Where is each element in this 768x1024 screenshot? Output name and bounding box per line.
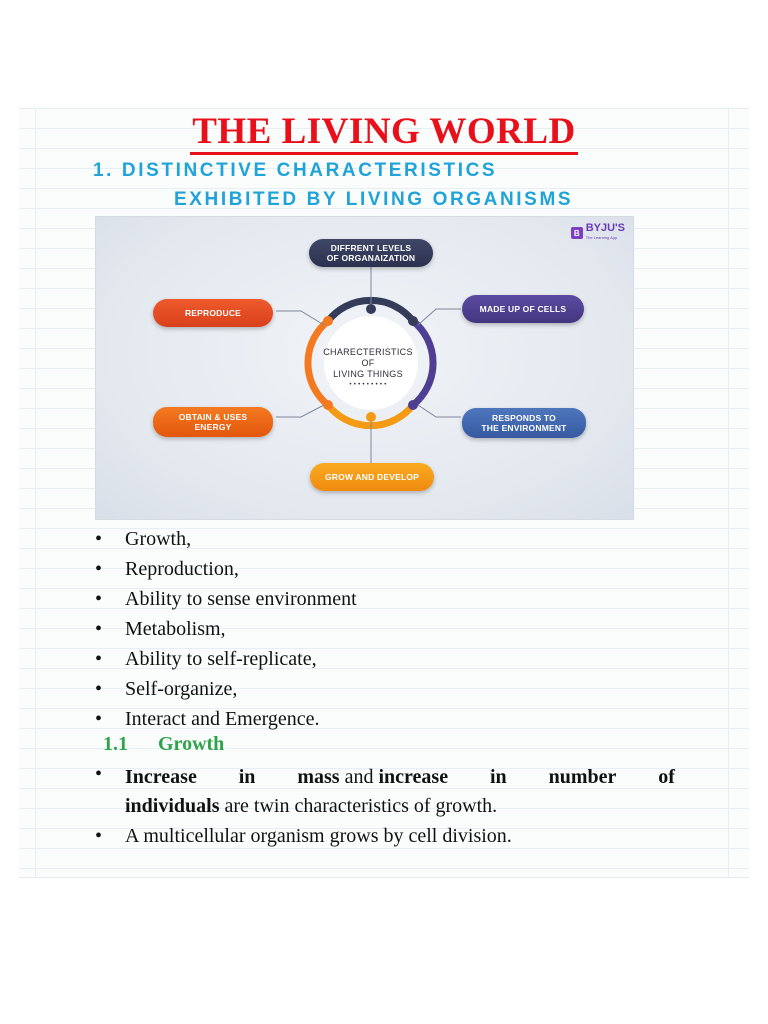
section-heading-line2: EXHIBITED BY LIVING ORGANISMS [174, 189, 574, 210]
connector-responds [418, 405, 461, 417]
connector-reproduce [276, 311, 324, 325]
growth-point-2: • A multicellular organism grows by cell division. [95, 821, 675, 852]
dot-bottom [366, 412, 376, 422]
dot-bottom-left [323, 400, 333, 410]
dot-top-left [323, 316, 333, 326]
byjus-logo-icon: B [571, 227, 583, 239]
list-item: • Growth, [95, 524, 357, 554]
dot-top [366, 304, 376, 314]
growth-point-1 [95, 763, 675, 821]
byjus-logo: B BYJU'S The Learning App [571, 223, 625, 243]
list-item: • Ability to sense environment [95, 584, 357, 614]
dot-bottom-right [408, 400, 418, 410]
subsection-number: 1.1 [103, 733, 128, 755]
list-item: • Ability to self-replicate, [95, 644, 357, 674]
node-reproduce: REPRODUCE [153, 299, 273, 327]
characteristics-diagram [95, 216, 634, 520]
node-grow-and-develop: GROW AND DEVELOP [310, 463, 434, 491]
growth-point-1-line2: individuals are twin characteristics of growth. [125, 795, 498, 817]
node-made-up-of-cells: MADE UP OF CELLS [462, 295, 584, 323]
node-responds-to-environment: RESPONDS TO THE ENVIRONMENT [462, 408, 586, 438]
characteristics-list [95, 524, 357, 734]
page-margin-line-right [728, 109, 729, 877]
list-item: • Reproduction, [95, 554, 357, 584]
page-margin-line-left [35, 109, 36, 877]
connector-cells [418, 309, 461, 325]
section-heading-line1: 1. DISTINCTIVE CHARACTERISTICS [93, 160, 498, 181]
growth-list [95, 763, 675, 852]
page-title: THE LIVING WORLD [0, 110, 768, 153]
connector-energy [276, 405, 324, 417]
subsection-heading [103, 733, 224, 756]
diagram-center-label: CHARECTERISTICS OF LIVING THINGS • • • • • • • • • [323, 347, 413, 388]
list-item: • Metabolism, [95, 614, 357, 644]
node-levels-of-organization: DIFFRENT LEVELS OF ORGANAIZATION [309, 239, 433, 267]
node-obtain-energy: OBTAIN & USES ENERGY [153, 407, 273, 437]
dot-top-right [408, 316, 418, 326]
growth-point-1-line1: • Increase in mass and increase in number of [125, 766, 675, 788]
subsection-title: Growth [158, 733, 225, 755]
list-item: • Interact and Emergence. [95, 704, 357, 734]
list-item: • Self-organize, [95, 674, 357, 704]
